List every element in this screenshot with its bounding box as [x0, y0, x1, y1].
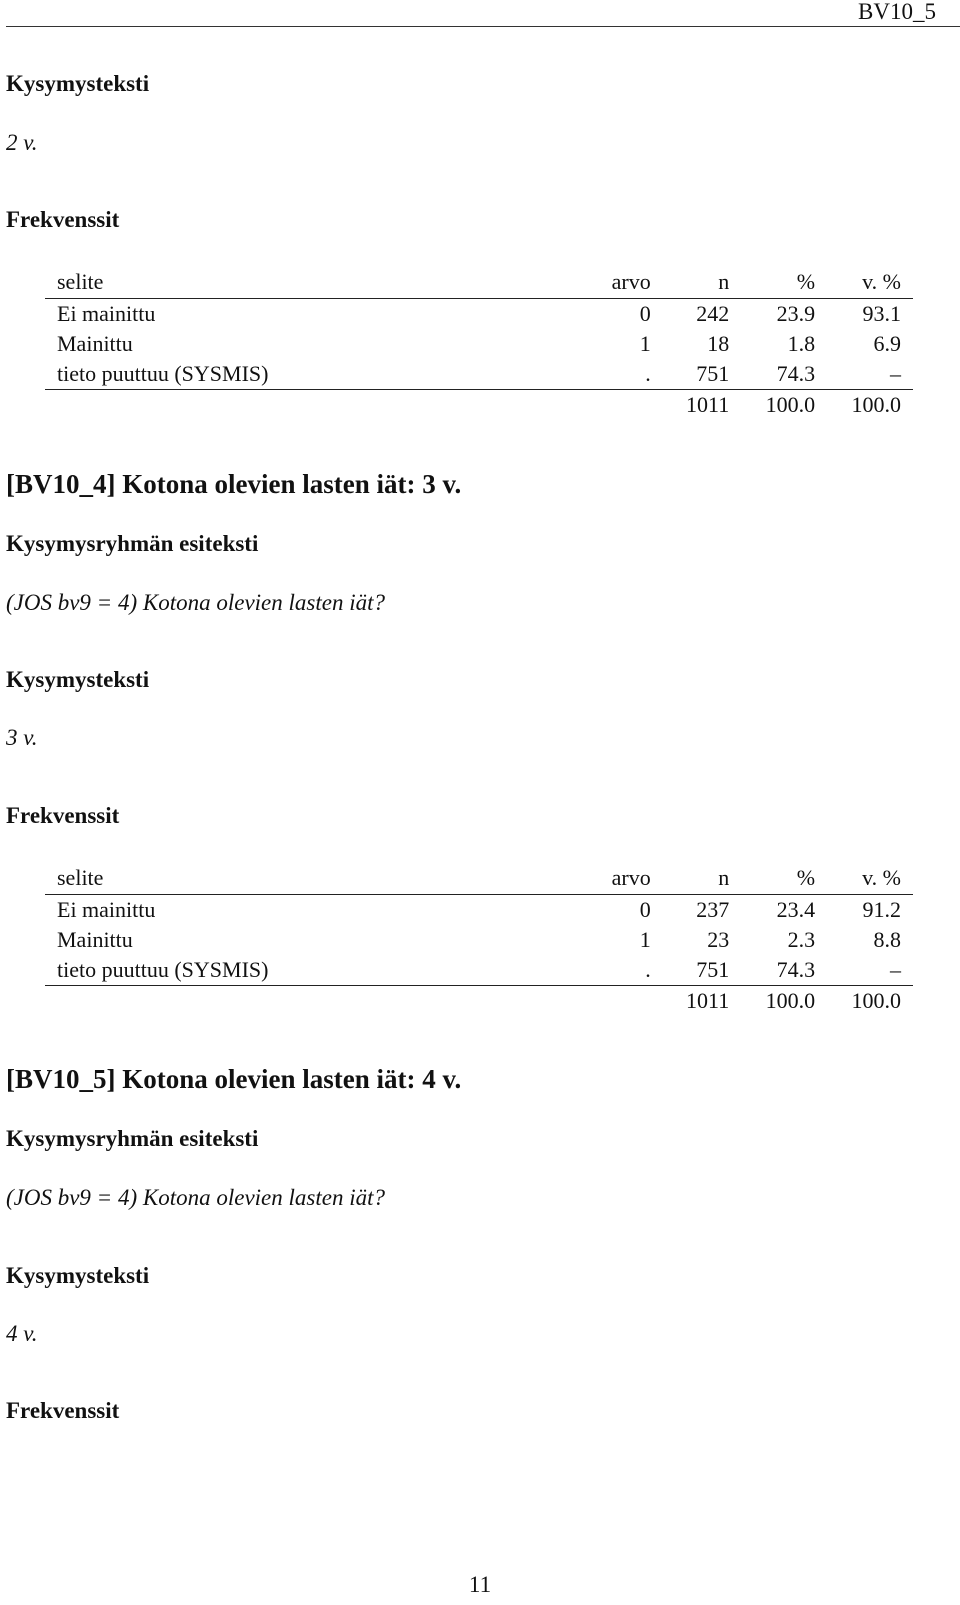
- column-header: n: [718, 269, 730, 294]
- table-cell: .: [645, 361, 651, 386]
- table-cell: 23: [707, 927, 730, 952]
- table-cell: 1: [639, 927, 651, 952]
- column-header: n: [718, 865, 730, 890]
- section-title: [BV10_5] Kotona olevien lasten iät: 4 v.: [6, 1064, 462, 1094]
- question-text: 2 v.: [6, 130, 38, 155]
- question-label: Kysymysteksti: [6, 71, 150, 96]
- table-cell: 93.1: [862, 301, 901, 326]
- table-cell: –: [890, 361, 901, 386]
- table-cell: 100.0: [765, 988, 816, 1013]
- table-cell: 18: [707, 331, 730, 356]
- table-cell: 100.0: [765, 392, 816, 417]
- question-label: Kysymysteksti: [6, 667, 150, 692]
- table-cell: 2.3: [787, 927, 816, 952]
- table-row: [45, 925, 913, 955]
- table-cell: Ei mainittu: [57, 897, 156, 922]
- group-text-label: Kysymysryhmän esiteksti: [6, 1126, 259, 1151]
- table-cell: .: [645, 957, 651, 982]
- table-cell: 23.4: [776, 897, 816, 922]
- column-header: selite: [57, 269, 104, 294]
- table-cell: 751: [696, 361, 730, 386]
- group-text-label: Kysymysryhmän esiteksti: [6, 531, 259, 556]
- table-cell: 751: [696, 957, 730, 982]
- table-total-row: [45, 986, 913, 1017]
- table-cell: 74.3: [776, 361, 816, 386]
- column-header: %: [796, 269, 816, 294]
- column-header: arvo: [611, 269, 651, 294]
- table-row: [45, 359, 913, 390]
- table-cell: Mainittu: [57, 927, 133, 952]
- table-header-row: [45, 862, 913, 895]
- table-cell: 100.0: [851, 392, 901, 417]
- table-cell: 8.8: [873, 927, 901, 952]
- table-cell: 0: [639, 897, 651, 922]
- question-label: Kysymysteksti: [6, 1263, 150, 1288]
- table-row: [45, 329, 913, 359]
- table-cell: 23.9: [776, 301, 816, 326]
- table-cell: 74.3: [776, 957, 816, 982]
- table-row: [45, 955, 913, 986]
- column-header: selite: [57, 865, 104, 890]
- table-cell: 0: [639, 301, 651, 326]
- table-cell: 1: [639, 331, 651, 356]
- table-cell: Ei mainittu: [57, 301, 156, 326]
- table-cell: 6.9: [873, 331, 901, 356]
- frequency-table: [45, 266, 913, 420]
- question-text: 3 v.: [6, 725, 38, 750]
- table-cell: [45, 390, 589, 421]
- frequencies-label: Frekvenssit: [6, 803, 120, 828]
- frequencies-label: Frekvenssit: [6, 1398, 120, 1423]
- table-cell: tieto puuttuu (SYSMIS): [57, 361, 269, 386]
- table-cell: tieto puuttuu (SYSMIS): [57, 957, 269, 982]
- table-cell: [589, 986, 663, 1017]
- frequency-table: [45, 862, 913, 1016]
- table-total-row: [45, 390, 913, 421]
- table-cell: 1011: [686, 988, 730, 1013]
- table-cell: 100.0: [851, 988, 901, 1013]
- column-header: v. %: [862, 269, 901, 294]
- table-cell: 242: [696, 301, 730, 326]
- table-cell: Mainittu: [57, 331, 133, 356]
- table-cell: –: [890, 957, 901, 982]
- question-text: 4 v.: [6, 1321, 38, 1346]
- header-rule: [6, 26, 960, 27]
- table-cell: [589, 390, 663, 421]
- table-header-row: [45, 266, 913, 299]
- group-text: (JOS bv9 = 4) Kotona olevien lasten iät?: [6, 590, 385, 615]
- column-header: arvo: [611, 865, 651, 890]
- column-header: %: [796, 865, 816, 890]
- column-header: v. %: [862, 865, 901, 890]
- table-cell: 91.2: [862, 897, 901, 922]
- table-cell: 237: [696, 897, 730, 922]
- page-number: 11: [468, 1572, 492, 1597]
- table-cell: 1011: [686, 392, 730, 417]
- table-row: [45, 299, 913, 330]
- group-text: (JOS bv9 = 4) Kotona olevien lasten iät?: [6, 1185, 385, 1210]
- table-cell: 1.8: [787, 331, 816, 356]
- section-title: [BV10_4] Kotona olevien lasten iät: 3 v.: [6, 469, 462, 499]
- table-cell: [45, 986, 589, 1017]
- table-row: [45, 895, 913, 926]
- running-header: BV10_5: [858, 0, 936, 24]
- frequencies-label: Frekvenssit: [6, 207, 120, 232]
